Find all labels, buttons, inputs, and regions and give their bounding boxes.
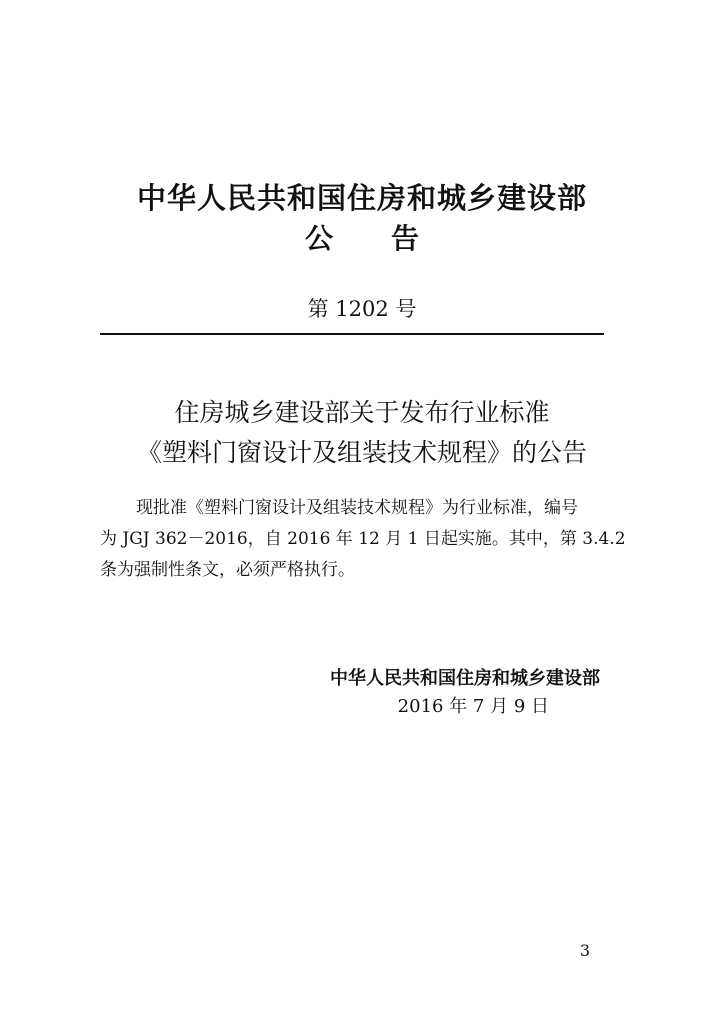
- signature-organization: 中华人民共和国住房和城乡建设部: [330, 668, 600, 689]
- document-type-char-2: 告: [391, 222, 420, 255]
- announcement-title-line-2: 《塑料门窗设计及组装技术规程》的公告: [136, 438, 587, 467]
- announcement-title-line-1: 住房城乡建设部关于发布行业标准: [174, 398, 550, 427]
- body-line-3: 条为强制性条文，必须严格执行。: [100, 560, 355, 580]
- announcement-title: [0, 393, 724, 473]
- announcement-number: 第 1202 号: [307, 297, 417, 321]
- header-divider: [100, 333, 604, 335]
- announcement-body: [100, 493, 626, 586]
- page-number: 3: [579, 941, 590, 960]
- signature-date: 2016 年 7 月 9 日: [397, 696, 549, 717]
- document-type-char-1: 公: [304, 222, 333, 255]
- issuer-title: 中华人民共和国住房和城乡建设部: [136, 181, 587, 215]
- document-type-heading: [0, 221, 724, 257]
- body-line-2: 为 JGJ 362－2016，自 2016 年 12 月 1 日起实施。其中，第 3.4.2: [100, 529, 626, 549]
- body-line-1: 现批准《塑料门窗设计及组装技术规程》为行业标准，编号: [136, 498, 578, 518]
